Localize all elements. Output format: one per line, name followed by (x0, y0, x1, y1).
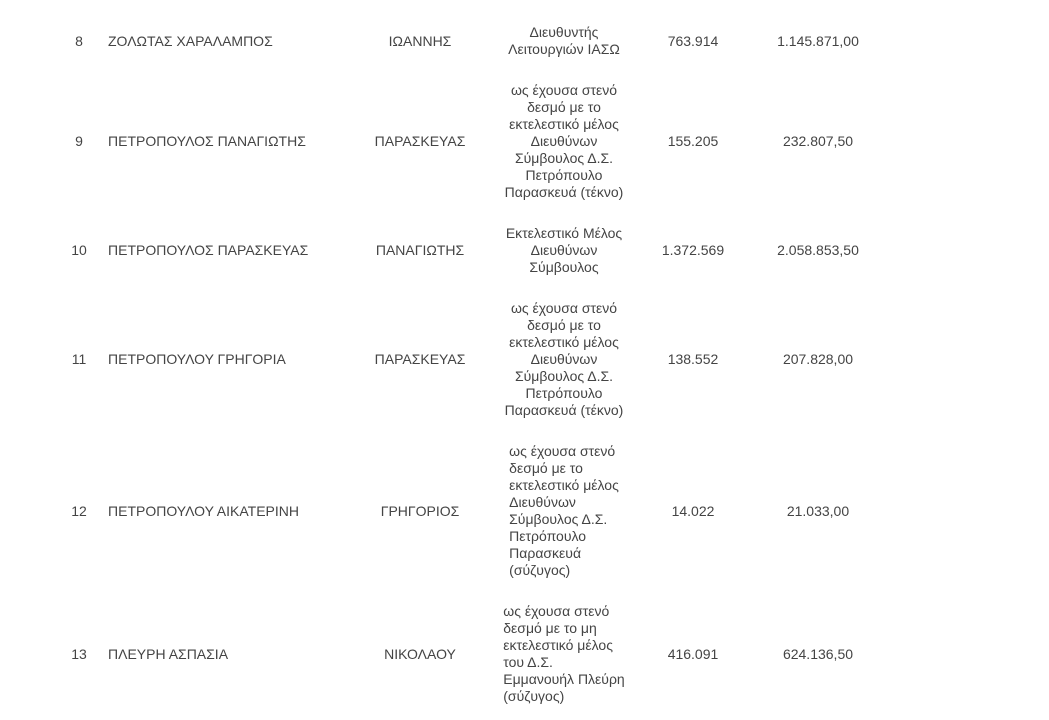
row-number: 10 (71, 242, 87, 258)
table-row (60, 300, 894, 419)
share-count: 1.372.569 (661, 242, 725, 258)
holding-value: 232.807,50 (782, 133, 854, 149)
father-name: ΓΡΗΓΟΡΙΟΣ (380, 502, 460, 519)
role-description: ως έχουσα στενό δεσμό με το εκτελεστικό μέλος Διευθύνων Σύμβουλος Δ.Σ. Πετρόπουλο Παρασκευά (τέκνο) (504, 300, 624, 418)
holding-value: 624.136,50 (782, 645, 854, 662)
holder-name: ΠΕΤΡΟΠΟΥΛΟΥ ΓΡΗΓΟΡΙΑ (108, 351, 286, 367)
holder-name: ΠΕΤΡΟΠΟΥΛΟΥ ΑΙΚΑΤΕΡΙΝΗ (108, 502, 299, 519)
share-count: 416.091 (667, 645, 719, 662)
holder-name: ΖΟΛΩΤΑΣ ΧΑΡΑΛΑΜΠΟΣ (108, 32, 273, 49)
share-count: 138.552 (667, 351, 719, 367)
table-row (60, 82, 894, 201)
role-cell (484, 603, 644, 705)
holding-value: 1.145.871,00 (777, 32, 859, 49)
holder-name: ΠΕΤΡΟΠΟΥΛΟΣ ΠΑΡΑΣΚΕΥΑΣ (108, 242, 309, 258)
row-spacer (60, 419, 894, 443)
father-name: ΠΑΝΑΓΙΩΤΗΣ (375, 242, 465, 258)
role-cell (484, 300, 644, 419)
share-count: 155.205 (667, 133, 719, 149)
table-row (60, 443, 894, 579)
role-description: Εκτελεστικό Μέλος Διευθύνων Σύμβουλος (505, 225, 623, 275)
role-cell (484, 225, 644, 276)
shareholdings-table (60, 24, 894, 705)
row-spacer (60, 579, 894, 603)
row-number: 13 (71, 645, 87, 662)
role-description: ως έχουσα στενό δεσμό με το εκτελεστικό μέλος Διευθύνων Σύμβουλος Δ.Σ. Πετρόπουλο Παρασκευά (σύζυγος) (509, 443, 619, 578)
table-row (60, 24, 894, 58)
holder-name: ΠΛΕΥΡΗ ΑΣΠΑΣΙΑ (108, 645, 229, 662)
role-description: Διευθυντής Λειτουργιών ΙΑΣΩ (508, 24, 620, 57)
row-spacer (60, 201, 894, 225)
holding-value: 207.828,00 (782, 351, 854, 367)
share-count: 763.914 (667, 32, 719, 49)
role-cell (484, 82, 644, 201)
row-number: 8 (75, 32, 83, 49)
table-row (60, 225, 894, 276)
father-name: ΠΑΡΑΣΚΕΥΑΣ (374, 133, 466, 149)
table-row (60, 603, 894, 705)
father-name: ΙΩΑΝΝΗΣ (388, 32, 452, 49)
row-number: 9 (75, 133, 83, 149)
role-cell (484, 443, 644, 579)
role-description: ως έχουσα στενό δεσμό με το μη εκτελεστικό μέλος του Δ.Σ. Εμμανουήλ Πλεύρη (σύζυγος) (503, 603, 625, 704)
share-count: 14.022 (671, 502, 715, 519)
role-description: ως έχουσα στενό δεσμό με το εκτελεστικό μέλος Διευθύνων Σύμβουλος Δ.Σ. Πετρόπουλο Παρασκευά (τέκνο) (504, 82, 624, 200)
father-name: ΠΑΡΑΣΚΕΥΑΣ (374, 351, 466, 367)
father-name: ΝΙΚΟΛΑΟΥ (384, 645, 456, 662)
holding-value: 2.058.853,50 (777, 242, 859, 258)
row-spacer (60, 58, 894, 82)
role-cell (484, 24, 644, 58)
holder-name: ΠΕΤΡΟΠΟΥΛΟΣ ΠΑΝΑΓΙΩΤΗΣ (108, 133, 306, 149)
row-number: 11 (71, 351, 87, 367)
row-spacer (60, 276, 894, 300)
row-number: 12 (71, 502, 87, 519)
holding-value: 21.033,00 (786, 502, 850, 519)
